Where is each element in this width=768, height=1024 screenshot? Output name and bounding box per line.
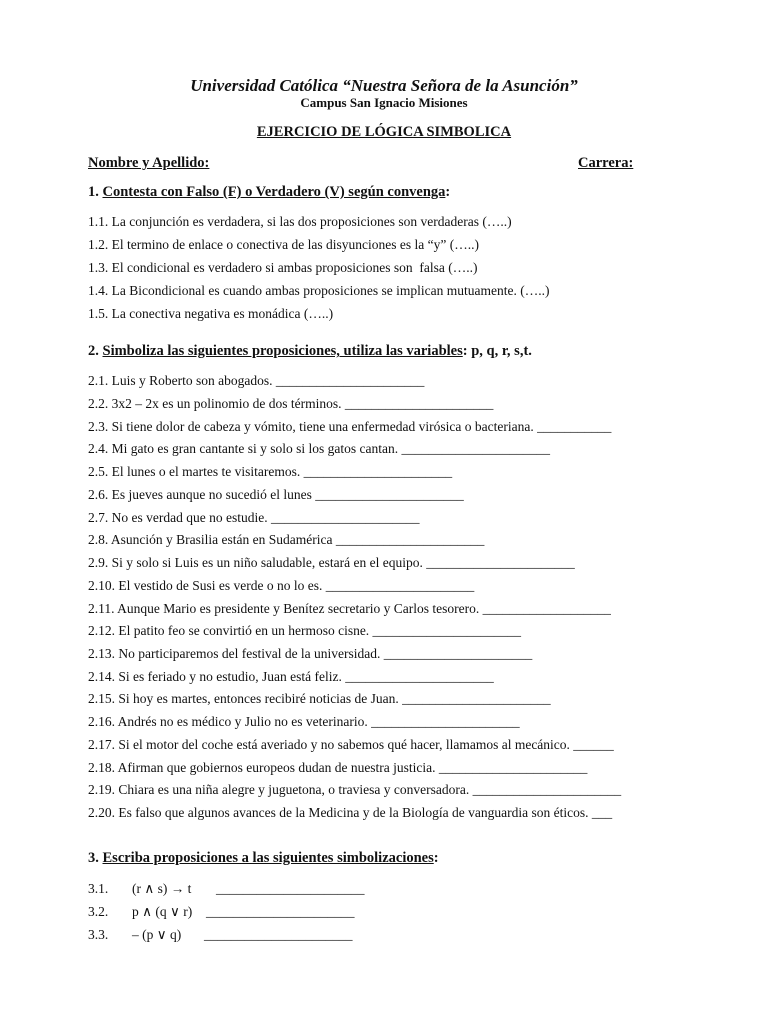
symbolization-number: 3.1.: [88, 881, 109, 896]
list-item: 1.2. El termino de enlace o conectiva de las disyunciones es la “y” (…..): [88, 237, 479, 252]
answer-blank: ______________________: [204, 927, 353, 942]
list-item: 2.10. El vestido de Susi es verde o no lo es. ______________________: [88, 578, 475, 593]
symbolization-formula: – (p ∨ q): [132, 927, 182, 942]
section3-heading-text: Escriba proposiciones a las siguientes simbolizaciones: [102, 850, 434, 866]
symbolization-number: 3.3.: [88, 927, 109, 942]
list-item: 2.4. Mi gato es gran cantante si y solo si los gatos cantan. ______________________: [88, 441, 550, 456]
list-item: 1.3. El condicional es verdadero si ambas proposiciones son falsa (…..): [88, 260, 478, 275]
section2-number: 2.: [88, 343, 99, 359]
section2-heading: [88, 342, 532, 360]
list-item: 1.5. La conectiva negativa es monádica (…..): [88, 306, 334, 321]
list-item: 2.12. El patito feo se convirtió en un hermoso cisne. ______________________: [88, 623, 522, 638]
section3-heading: 3. Escriba proposiciones a las siguientes simbolizaciones:: [88, 850, 439, 866]
list-item: 2.20. Es falso que algunos avances de la Medicina y de la Biología de vanguardia son éticos. ___: [88, 805, 613, 820]
section3-number: 3.: [88, 850, 99, 866]
section1-heading: 1. Contesta con Falso (F) o Verdadero (V) según convenga:: [88, 184, 451, 200]
section1-heading-text: Contesta con Falso (F) o Verdadero (V) según convenga: [102, 184, 446, 200]
list-item: 2.1. Luis y Roberto son abogados. ______________________: [88, 373, 425, 388]
list-item: 2.9. Si y solo si Luis es un niño saludable, estará en el equipo. ______________________: [88, 555, 575, 570]
university-title: Universidad Católica “Nuestra Señora de la Asunción”: [190, 76, 578, 95]
list-item: 2.16. Andrés no es médico y Julio no es veterinario. ______________________: [88, 714, 520, 729]
section2-variables: : p, q, r, s,t.: [462, 343, 532, 359]
list-item: 2.6. Es jueves aunque no sucedió el lunes ______________________: [88, 487, 464, 502]
list-item: 2.13. No participaremos del festival de la universidad. ______________________: [88, 646, 533, 661]
name-label: Nombre y Apellido: [88, 155, 205, 171]
symbolization-formula: (r ∧ s) → t: [132, 881, 192, 896]
career-label: Carrera: [578, 155, 629, 171]
list-item: 2.5. El lunes o el martes te visitaremos. ______________________: [88, 464, 453, 479]
exercise-title: EJERCICIO DE LÓGICA SIMBOLICA: [256, 124, 512, 140]
list-item: 2.15. Si hoy es martes, entonces recibiré noticias de Juan. ______________________: [88, 691, 551, 706]
list-item: 1.4. La Bicondicional es cuando ambas proposiciones se implican mutuamente. (…..): [88, 283, 550, 298]
symbolization-number: 3.2.: [88, 904, 109, 919]
campus-subtitle: Campus San Ignacio Misiones: [300, 95, 468, 110]
section1-number: 1.: [88, 184, 99, 200]
list-item: 2.2. 3x2 – 2x es un polinomio de dos términos. ______________________: [88, 396, 494, 411]
symbolization-formula: p ∧ (q ∨ r): [132, 904, 193, 919]
list-item: 2.14. Si es feriado y no estudio, Juan está feliz. ______________________: [88, 669, 494, 684]
section2-heading-text: Simboliza las siguientes proposiciones, utiliza las variables: [102, 343, 463, 359]
list-item: 2.19. Chiara es una niña alegre y juguetona, o traviesa y conversadora. ______________________: [88, 782, 622, 797]
career-field-label: Carrera:: [578, 155, 634, 171]
list-item: 1.1. La conjunción es verdadera, si las dos proposiciones son verdaderas (…..): [88, 214, 512, 229]
list-item: 2.8. Asunción y Brasilia están en Sudamérica ______________________: [88, 532, 485, 547]
list-item: 2.17. Si el motor del coche está averiado y no sabemos qué hacer, llamamos al mecánico. ______: [88, 737, 614, 752]
answer-blank: ______________________: [216, 881, 365, 896]
list-item: 2.3. Si tiene dolor de cabeza y vómito, tiene una enfermedad virósica o bacteriana. ___________: [88, 419, 612, 434]
name-field-label: Nombre y Apellido:: [88, 155, 210, 171]
answer-blank: ______________________: [206, 904, 355, 919]
list-item: 2.11. Aunque Mario es presidente y Benítez secretario y Carlos tesorero. ___________________: [88, 601, 611, 616]
list-item: 2.18. Afirman que gobiernos europeos dudan de nuestra justicia. ______________________: [88, 760, 588, 775]
list-item: 2.7. No es verdad que no estudie. ______________________: [88, 510, 420, 525]
